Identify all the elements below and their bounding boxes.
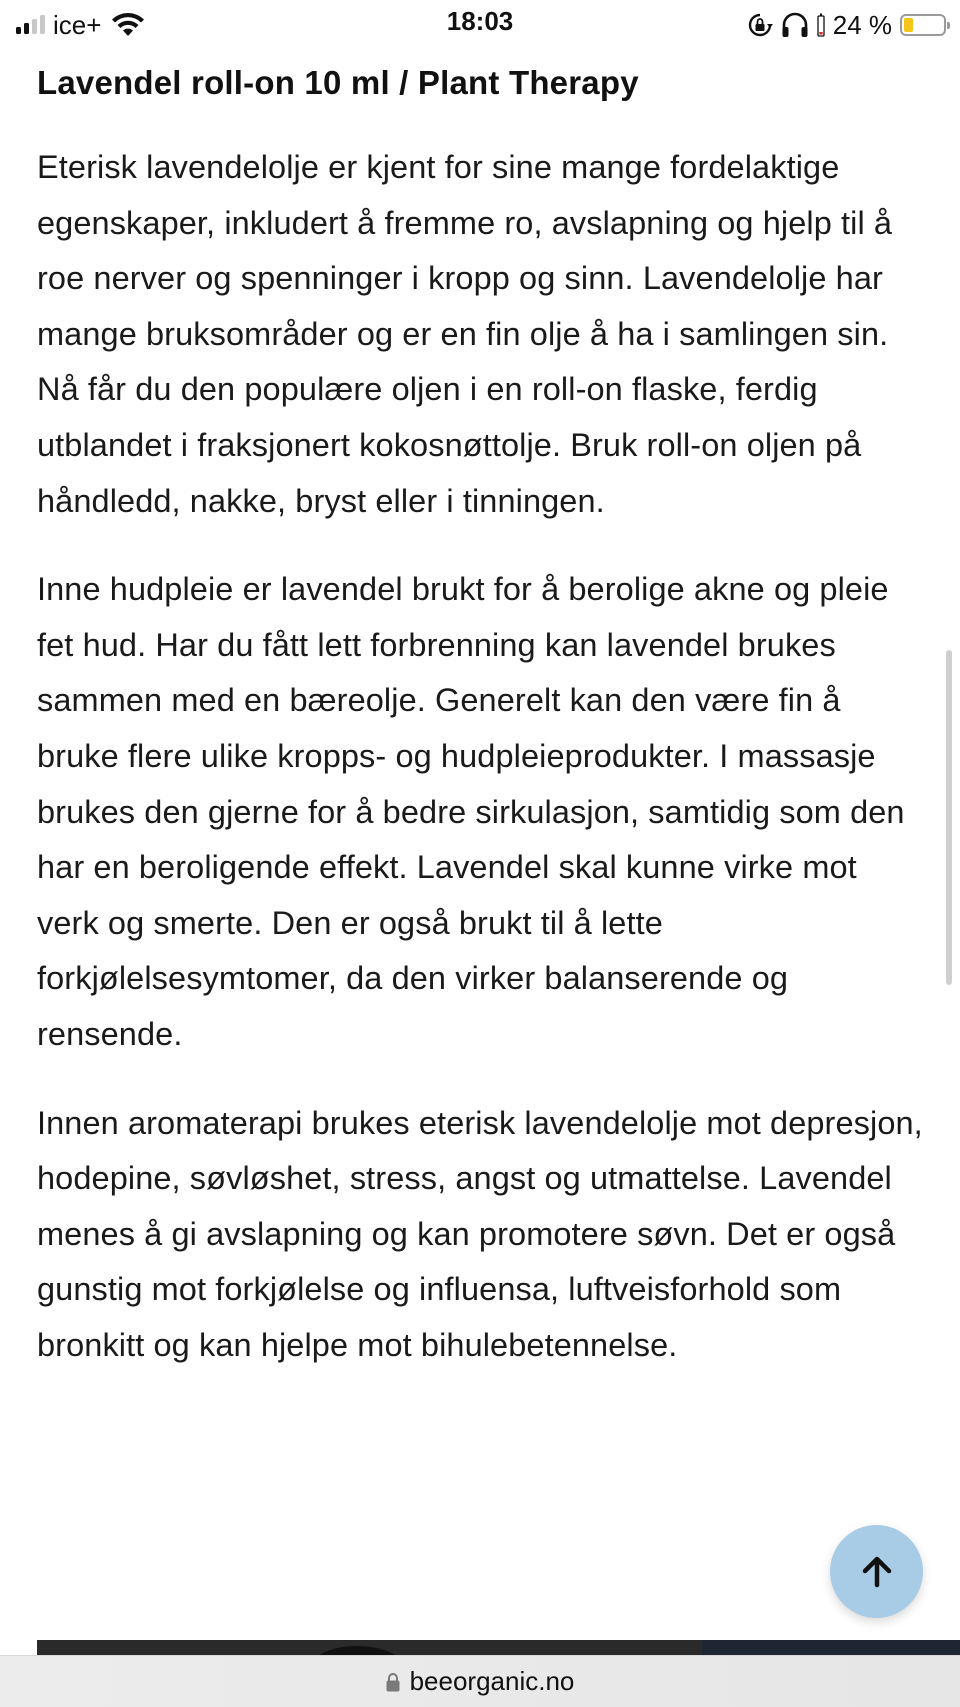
headphone-battery-icon	[817, 13, 825, 37]
url-text[interactable]: beeorganic.no	[409, 1666, 575, 1696]
status-right	[747, 8, 946, 42]
arrow-up-icon	[859, 1554, 895, 1590]
carrier-label: ice+	[53, 9, 102, 40]
scrollbar[interactable]	[946, 650, 952, 985]
headphones-icon	[781, 12, 809, 38]
clock: 18:03	[446, 6, 514, 36]
description-paragraph: Eterisk lavendelolje er kjent for sine mange fordelaktige egenskaper, inkludert å fremme ro, avslapning og hjelp til å roe nerver og spenninger i kropp og sinn. Lavendelolje har mange bruksområder og er en fin olje å ha i samlingen sin. Nå får du den populære oljen i en roll-on flaske, ferdig utblandet i fraksjonert kokosnøttolje. Bruk roll-on oljen på håndledd, nakke, bryst eller i tinningen.	[37, 149, 893, 519]
browser-address-bar[interactable]	[0, 1655, 960, 1707]
lock-icon	[386, 1672, 400, 1692]
rotation-lock-icon	[747, 12, 773, 38]
status-bar	[0, 0, 960, 50]
product-title: Lavendel roll-on 10 ml / Plant Therapy	[37, 64, 639, 101]
skincare-paragraph: Inne hudpleie er lavendel brukt for å berolige akne og pleie fet hud. Har du fått lett forbrenning kan lavendel brukes sammen med en bæreolje. Generelt kan den være fin å bruke flere ulike kropps- og hudpleieprodukter. I massasje brukes den gjerne for å bedre sirkulasjon, samtidig som den har en beroligende effekt. Lavendel skal kunne virke mot verk og smerte. Den er også brukt til å lette forkjølelsesymtomer, da den virker balanserende og rensende.	[37, 571, 905, 1052]
aromatherapy-paragraph: Innen aromaterapi brukes eterisk lavendelolje mot depresjon, hodepine, søvløshet, stress, angst og utmattelse. Lavendel menes å gi avslapning og kan promotere søvn. Det er også gunstig mot forkjølelse og influensa, luftveisforhold som bronkitt og kan hjelpe mot bihulebetennelse.	[37, 1104, 923, 1363]
battery-percentage: 24 %	[832, 9, 892, 40]
article	[37, 50, 927, 1373]
back-to-top-button[interactable]	[830, 1525, 923, 1618]
battery-icon	[900, 14, 946, 36]
